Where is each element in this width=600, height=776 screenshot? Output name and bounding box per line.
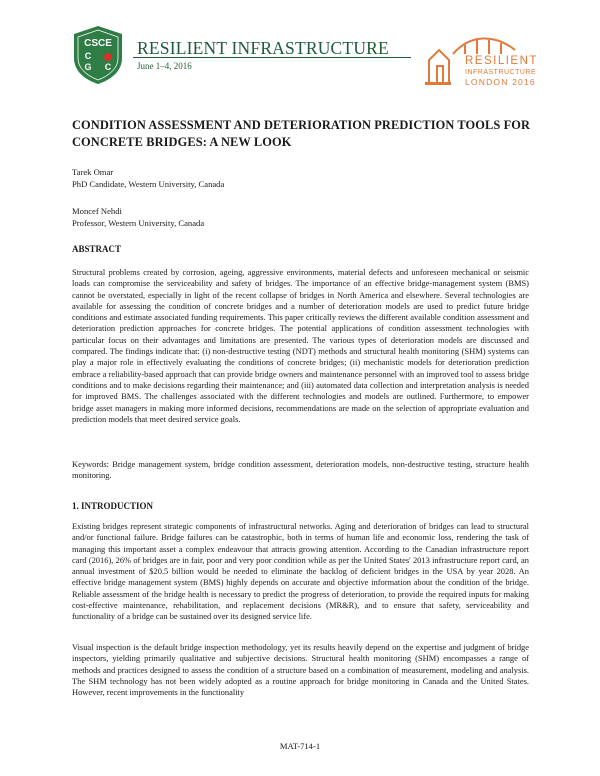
brand-logo-line1: RESILIENT xyxy=(465,55,538,67)
author-block xyxy=(72,166,224,190)
abstract-heading: ABSTRACT xyxy=(72,244,122,254)
header-rule xyxy=(133,57,411,58)
introduction-heading: 1. INTRODUCTION xyxy=(72,501,154,511)
paper-title: CONDITION ASSESSMENT AND DETERIORATION PREDICTION TOOLS FOR CONCRETE BRIDGES: A NEW LOOK xyxy=(72,118,531,149)
author-name: Moncef Nehdi xyxy=(72,206,122,216)
author-name: Tarek Omar xyxy=(72,167,114,177)
svg-text:C: C xyxy=(104,62,112,72)
csce-logo xyxy=(70,24,126,86)
svg-text:CSCE: CSCE xyxy=(84,38,112,49)
conference-title: RESILIENT INFRASTRUCTURE xyxy=(137,38,389,58)
keywords: Keywords: Bridge management system, bridge condition assessment, deterioration models, non-destructive testing, structure health monitoring. xyxy=(72,459,529,481)
conference-dates: June 1–4, 2016 xyxy=(137,61,192,71)
page-number: MAT-714-1 xyxy=(279,741,321,751)
intro-paragraph: Existing bridges represent strategic components of infrastructural networks. Aging and deterioration of bridges can lead to structural and/or functional failure. Bridge failures can be catastrophic, both in terms of human life and economic loss, rendering the task of managing this important asset a complex endeavour that attracts growing attention. According to the Canadian infrastructure report card (2016), 26% of bridges are in fair, poor and very poor condition while as per the United States' 2013 infrastructure report card, an annual investment of $20.5 billion would be needed to eliminate the backlog of deficient bridges in the USA by year 2028. An effective bridge management system (BMS) highly depends on accurate and objective information about the condition of the bridge. Reliable assessment of the bridge health is necessary to predict the progress of deterioration, to provide the required inputs for making cost-effective maintenance, rehabilitation, and replacement decisions (MR&R), and to ensure that safety, serviceability and functionality of a bridge can be sustained over its designed service life. xyxy=(72,521,529,622)
svg-text:C: C xyxy=(84,51,92,61)
brand-logo-line2: INFRASTRUCTURE xyxy=(465,69,537,76)
intro-paragraph: Visual inspection is the default bridge inspection methodology, yet its results heavily depend on the expertise and judgment of bridge inspectors, yielding primarily qualitative and subjective decisions. Structural health monitoring (SHM) encompasses a range of methods and practices designed to assess the condition of a structure based on a combination of measurement, modeling and analysis. The SHM technology has not been widely adopted as a routine approach for bridge monitoring in Canada and the United States. However, recent improvements in the functionality xyxy=(72,642,529,698)
abstract-text: Structural problems created by corrosion, ageing, aggressive environments, material defects and unforeseen mechanical or seismic loads can compromise the serviceability and safety of bridges. The importance of an effective bridge-management system (BMS) cannot be overstated, especially in light of the recent collapse of bridges in North America and elsewhere. Several technologies are available for assessing the condition of concrete bridges and a number of deterioration models are used to predict future bridge conditions and estimate associated funding requirements. This paper critically reviews the different available condition assessment and deterioration prediction approaches for concrete bridges. The potential applications of condition assessment technologies with particular focus on their advantages and limitations are presented. The various types of deterioration models are discussed and compared. The findings indicate that: (i) non-destructive testing (NDT) methods and structural health monitoring (SHM) systems can play a major role in effectively evaluating the conditions of concrete bridges; (ii) mechanistic models for deterioration prediction embrace a reliability-based approach that can provide bridge owners and maintenance personnel with an improved tool to assess bridge conditions and to make decisions regarding their maintenance; and (iii) automated data collection and interpretation analysis is needed for improved BMS. The challenges associated with the different technologies and models are outlined. Furthermore, to empower bridge asset managers in making more informed decisions, recommendations are made on the selection of appropriate evaluation and prediction models that meet desired service goals. xyxy=(72,267,529,424)
svg-text:G: G xyxy=(84,62,92,72)
author-affiliation: Professor, Western University, Canada xyxy=(72,218,205,228)
author-block xyxy=(72,205,204,229)
author-affiliation: PhD Candidate, Western University, Canada xyxy=(72,179,225,189)
brand-logo-line3: LONDON 2016 xyxy=(465,77,536,87)
